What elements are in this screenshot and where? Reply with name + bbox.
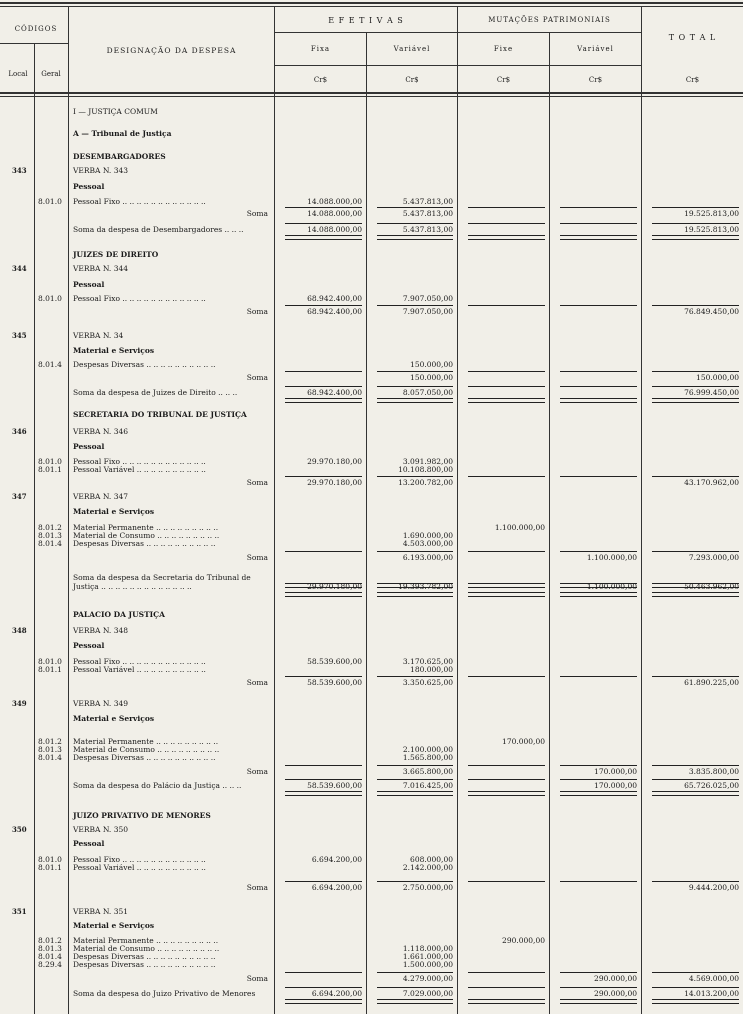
row-value-var: 2.750.000,00 [402,883,453,892]
header-variavel: Variável [393,45,431,53]
header-fixe: Fixe [493,45,514,53]
row-value-var: 2.142.000,00 [402,863,453,872]
sum-rule [560,223,637,224]
row-geral-code: 8.01.0 [38,855,62,864]
row-value-var: 1.500.000,00 [402,960,453,969]
row-value-var: 8.057.050,00 [402,388,453,397]
sum-rule [285,779,362,780]
row-description: Justiça .. .. .. .. .. .. .. .. .. .. .. .. .. [73,582,192,591]
sum-rule [560,765,637,766]
sum-rule [285,987,362,988]
row-description: Pessoal Fixo .. .. .. .. .. .. .. .. .. .. .. .. [73,457,206,466]
row-value-fixa: 14.088.000,00 [307,197,362,206]
sum-rule [285,207,362,208]
row-value-fixa: 58.539.600,00 [307,657,362,666]
sum-rule [560,779,637,780]
row-value-total: 3.835.800,00 [688,767,739,776]
row-value-fixa: 29.970.180,00 [307,457,362,466]
row-description: Material e Serviços [73,921,155,930]
sum-rule [652,765,739,766]
sum-rule [652,223,739,224]
row-description: Despesas Diversas .. .. .. .. .. .. .. .. .. .. [73,952,216,961]
row-value-total: 9.444.200,00 [688,883,739,892]
row-value-var: 150.000,00 [410,373,453,382]
row-description: Pessoal [73,280,105,289]
total-double-rule [560,791,637,796]
sum-rule [377,305,453,306]
row-value-var: 19.393.782,00 [398,582,453,591]
header-cr-1: Cr$ [313,76,328,84]
sum-rule [377,972,453,973]
row-value-var: 5.437.813,00 [402,209,453,218]
row-description: Pessoal [73,442,105,451]
row-value-total: 19.525.813,00 [684,225,739,234]
row-description: Soma da despesa de Juizes de Direito .. .. .. [73,388,238,397]
row-local-code: 343 [12,166,27,175]
row-description: VERBA N. 351 [73,907,129,916]
total-double-rule [377,398,453,403]
row-geral-code: 8.01.2 [38,523,62,532]
row-value-fixa: 29.970.180,00 [307,582,362,591]
total-double-rule [285,398,362,403]
total-double-rule [652,398,739,403]
row-description: VERBA N. 350 [73,825,129,834]
row-description: Pessoal Fixo .. .. .. .. .. .. .. .. .. .. .. .. [73,294,206,303]
sum-rule [377,779,453,780]
sum-rule [468,386,545,387]
sum-rule [560,476,637,477]
row-description: Pessoal Variável .. .. .. .. .. .. .. .. .. .. [73,665,206,674]
sum-rule [285,371,362,372]
row-geral-code: 8.01.0 [38,657,62,666]
row-description: Material Permanente .. .. .. .. .. .. .. .. .. [73,737,219,746]
col-line-var [457,6,458,1014]
row-soma-label: Soma [246,767,268,776]
row-value-total: 76.999.450,00 [684,388,739,397]
header-cr-2: Cr$ [405,76,419,84]
row-description: Despesas Diversas .. .. .. .. .. .. .. .. .. .. [73,960,216,969]
sum-rule [285,476,362,477]
row-description: A — Tribunal de Justiça [73,129,172,138]
row-soma-label: Soma [246,883,268,892]
row-description: Material Permanente .. .. .. .. .. .. .. .. .. [73,523,219,532]
col-line-fixa [366,32,367,1014]
sum-rule [377,371,453,372]
row-value-var: 608.000,00 [410,855,453,864]
sum-rule [468,972,545,973]
sum-rule [652,779,739,780]
total-double-rule [652,235,739,240]
row-local-code: 347 [12,492,27,501]
sum-rule [285,386,362,387]
header-efetivas: E F E T I V A S [328,16,404,25]
sum-rule [560,551,637,552]
rule-groups [275,32,641,33]
row-description: Pessoal Variável .. .. .. .. .. .. .. .. .. .. [73,465,206,474]
row-value-var: 3.170.625,00 [402,657,453,666]
sum-rule [468,987,545,988]
sum-rule [652,676,739,677]
row-value-mfix: 290.000,00 [502,936,545,945]
header-geral: Geral [41,70,61,78]
row-value-mvar: 290.000,00 [594,974,637,983]
sum-rule [652,305,739,306]
row-value-var: 4.279.000,00 [402,974,453,983]
row-description: Soma da despesa de Desembargadores .. .. .. [73,225,244,234]
row-description: Material de Consumo .. .. .. .. .. .. .. .. .. [73,531,220,540]
row-value-total: 150.000,00 [696,373,739,382]
row-value-var: 7.907.050,00 [402,294,453,303]
row-value-fixa: 6.694.200,00 [311,855,362,864]
row-description: Soma da despesa do Juizo Privativo de Menores [73,989,256,998]
sum-rule [560,881,637,882]
row-description: VERBA N. 346 [73,427,129,436]
row-value-total: 61.890.225,00 [684,678,739,687]
sum-rule [468,676,545,677]
row-description: Despesas Diversas .. .. .. .. .. .. .. .. .. .. [73,539,216,548]
row-value-var: 3.665.800,00 [402,767,453,776]
row-value-mvar: 1.100.000,00 [586,582,637,591]
sum-rule [377,386,453,387]
sum-rule [468,223,545,224]
row-description: Material Permanente .. .. .. .. .. .. .. .. .. [73,936,219,945]
row-description: Material e Serviços [73,346,155,355]
row-description: Material de Consumo .. .. .. .. .. .. .. .. .. [73,745,220,754]
col-line-mfix [549,32,550,1014]
row-value-var: 7.029.000,00 [402,989,453,998]
sum-rule [652,207,739,208]
total-double-rule [560,999,637,1004]
row-value-mvar: 170.000,00 [594,767,637,776]
row-description: I — JUSTIÇA COMUM [73,107,158,116]
total-double-rule [377,999,453,1004]
row-description: Pessoal Fixo .. .. .. .. .. .. .. .. .. .. .. .. [73,197,206,206]
total-double-rule [285,999,362,1004]
row-description: Pessoal [73,839,105,848]
row-geral-code: 8.01.1 [38,665,62,674]
row-value-total: 43.170.962,00 [684,478,739,487]
row-description: PALACIO DA JUSTIÇA [73,610,165,619]
header-fixa: Fixa [310,45,331,53]
sum-rule [560,371,637,372]
row-value-fixa: 68.942.400,00 [307,307,362,316]
sum-rule [652,881,739,882]
row-local-code: 348 [12,626,27,635]
row-value-fixa: 58.539.600,00 [307,781,362,790]
top-rule [0,2,743,4]
row-geral-code: 8.01.1 [38,863,62,872]
header-bottom-rule-thin [0,96,743,97]
total-double-rule [468,583,545,588]
total-double-rule [468,398,545,403]
row-geral-code: 8.01.0 [38,457,62,466]
row-value-var: 1.118.000,00 [402,944,453,953]
sum-rule [377,881,453,882]
row-description: Despesas Diversas .. .. .. .. .. .. .. .. .. .. [73,753,216,762]
row-description: Pessoal [73,641,105,650]
header-cr-3: Cr$ [496,76,511,84]
row-value-var: 7.016.425,00 [402,781,453,790]
row-value-var: 2.100.000,00 [402,745,453,754]
row-value-var: 180.000,00 [410,665,453,674]
row-value-var: 5.437.813,00 [402,197,453,206]
row-geral-code: 8.01.3 [38,745,62,754]
row-soma-label: Soma [246,678,268,687]
row-value-mfix: 170.000,00 [502,737,545,746]
total-double-rule [377,592,453,597]
row-value-total: 4.569.000,00 [688,974,739,983]
row-description: VERBA N. 349 [73,699,129,708]
total-double-rule [285,592,362,597]
sum-rule [377,987,453,988]
row-value-var: 1.565.800,00 [402,753,453,762]
row-value-fixa: 68.942.400,00 [307,388,362,397]
row-geral-code: 8.01.3 [38,944,62,953]
sum-rule [652,371,739,372]
header-mutacoes: MUTAÇÕES PATRIMONIAIS [488,16,611,24]
header-total: T O T A L [668,33,717,42]
header-codigos: CÓDIGOS [14,25,58,33]
row-geral-code: 8.01.4 [38,360,62,369]
row-geral-code: 8.01.0 [38,294,62,303]
sum-rule [285,223,362,224]
sum-rule [377,207,453,208]
row-value-fixa: 6.694.200,00 [311,883,362,892]
sum-rule [652,551,739,552]
row-local-code: 351 [12,907,27,916]
sum-rule [468,551,545,552]
sum-rule [560,972,637,973]
row-geral-code: 8.01.4 [38,753,62,762]
row-description: JUIZO PRIVATIVO DE MENORES [73,811,211,820]
sum-rule [652,972,739,973]
sum-rule [560,676,637,677]
row-description: SECRETARIA DO TRIBUNAL DE JUSTIÇA [73,410,247,419]
row-value-var: 4.503.000,00 [402,539,453,548]
sum-rule [468,207,545,208]
total-double-rule [652,592,739,597]
row-description: Material de Consumo .. .. .. .. .. .. .. .. .. [73,944,220,953]
header-variavel-mut: Variável [577,45,614,53]
row-geral-code: 8.01.3 [38,531,62,540]
row-value-var: 150.000,00 [410,360,453,369]
header-bottom-rule [0,92,743,94]
row-value-var: 3.350.625,00 [402,678,453,687]
row-local-code: 349 [12,699,27,708]
row-description: JUIZES DE DIREITO [73,250,159,259]
total-double-rule [652,999,739,1004]
col-line-local [34,43,35,1014]
sum-rule [468,881,545,882]
row-geral-code: 8.29.4 [38,960,62,969]
sum-rule [285,972,362,973]
sum-rule [285,765,362,766]
row-description: Pessoal Fixo .. .. .. .. .. .. .. .. .. .. .. .. [73,657,206,666]
total-double-rule [560,235,637,240]
row-description: DESEMBARGADORES [73,152,166,161]
row-value-var: 1.690.000,00 [402,531,453,540]
row-soma-label: Soma [246,553,268,562]
row-description: VERBA N. 344 [73,264,129,273]
row-description: Despesas Diversas .. .. .. .. .. .. .. .. .. .. [73,360,216,369]
row-local-code: 346 [12,427,27,436]
sum-rule [652,476,739,477]
row-description: VERBA N. 348 [73,626,129,635]
total-double-rule [560,398,637,403]
row-soma-label: Soma [246,974,268,983]
row-description: Soma da despesa da Secretaria do Tribunal de [73,573,251,582]
header-cr-4: Cr$ [588,76,603,84]
total-double-rule [377,235,453,240]
row-value-total: 76.849.450,00 [684,307,739,316]
sum-rule [468,779,545,780]
row-value-total: 65.726.025,00 [684,781,739,790]
row-soma-label: Soma [246,478,268,487]
row-soma-label: Soma [246,209,268,218]
row-description: VERBA N. 34 [73,331,124,340]
total-double-rule [468,791,545,796]
row-value-mvar: 290.000,00 [594,989,637,998]
row-value-var: 5.437.813,00 [402,225,453,234]
row-local-code: 344 [12,264,27,273]
sum-rule [377,676,453,677]
row-value-fixa: 58.539.600,00 [307,678,362,687]
sum-rule [652,386,739,387]
row-value-fixa: 29.970.180,00 [307,478,362,487]
row-geral-code: 8.01.4 [38,539,62,548]
row-description: Pessoal Fixo .. .. .. .. .. .. .. .. .. .. .. .. [73,855,206,864]
total-double-rule [285,791,362,796]
row-geral-code: 8.01.2 [38,737,62,746]
row-description: VERBA N. 347 [73,492,129,501]
sum-rule [468,371,545,372]
sum-rule [468,765,545,766]
row-value-fixa: 68.942.400,00 [307,294,362,303]
sum-rule [377,223,453,224]
row-value-fixa: 6.694.200,00 [311,989,362,998]
row-value-total: 50.463.962,00 [684,582,739,591]
total-double-rule [468,592,545,597]
sum-rule [285,551,362,552]
sum-rule [285,305,362,306]
top-rule-thin [0,6,743,7]
sum-rule [377,551,453,552]
row-description: Pessoal Variável .. .. .. .. .. .. .. .. .. .. [73,863,206,872]
row-value-mvar: 170.000,00 [594,781,637,790]
row-geral-code: 8.01.1 [38,465,62,474]
row-local-code: 345 [12,331,27,340]
sum-rule [652,987,739,988]
sum-rule [560,386,637,387]
sum-rule [377,765,453,766]
sum-rule [468,476,545,477]
total-double-rule [468,999,545,1004]
sum-rule [285,676,362,677]
total-double-rule [285,235,362,240]
col-line-desc [274,6,275,1014]
row-value-mfix: 1.100.000,00 [494,523,545,532]
rule-subcols [275,65,641,66]
sum-rule [560,207,637,208]
row-value-var: 13.200.782,00 [398,478,453,487]
header-cr-5: Cr$ [685,76,700,84]
sum-rule [285,881,362,882]
total-double-rule [560,592,637,597]
total-double-rule [468,235,545,240]
row-description: Soma da despesa do Palácio da Justiça .. .. .. [73,781,242,790]
row-local-code: 350 [12,825,27,834]
row-value-var: 7.907.050,00 [402,307,453,316]
row-value-mvar: 1.100.000,00 [586,553,637,562]
row-geral-code: 8.01.0 [38,197,62,206]
col-line-mvar [641,6,642,1014]
row-description: Material e Serviços [73,714,155,723]
total-double-rule [652,791,739,796]
row-value-var: 3.091.982,00 [402,457,453,466]
row-description: Pessoal [73,182,105,191]
row-value-var: 1.661.000,00 [402,952,453,961]
row-value-total: 7.293.000,00 [688,553,739,562]
sum-rule [560,305,637,306]
row-value-fixa: 14.088.000,00 [307,225,362,234]
row-soma-label: Soma [246,307,268,316]
row-geral-code: 8.01.2 [38,936,62,945]
sum-rule [377,476,453,477]
header-local: Local [8,70,28,78]
row-value-total: 14.013.200,00 [684,989,739,998]
sum-rule [468,305,545,306]
row-value-total: 19.525.813,00 [684,209,739,218]
row-value-fixa: 14.088.000,00 [307,209,362,218]
col-line-geral [68,6,69,1014]
row-soma-label: Soma [246,373,268,382]
total-double-rule [377,791,453,796]
row-description: Material e Serviços [73,507,155,516]
sum-rule [560,987,637,988]
row-value-var: 10.108.800,00 [398,465,453,474]
header-designacao: DESIGNAÇÃO DA DESPESA [106,46,237,55]
row-geral-code: 8.01.4 [38,952,62,961]
row-value-var: 6.193.000,00 [402,553,453,562]
row-description: VERBA N. 343 [73,166,129,175]
